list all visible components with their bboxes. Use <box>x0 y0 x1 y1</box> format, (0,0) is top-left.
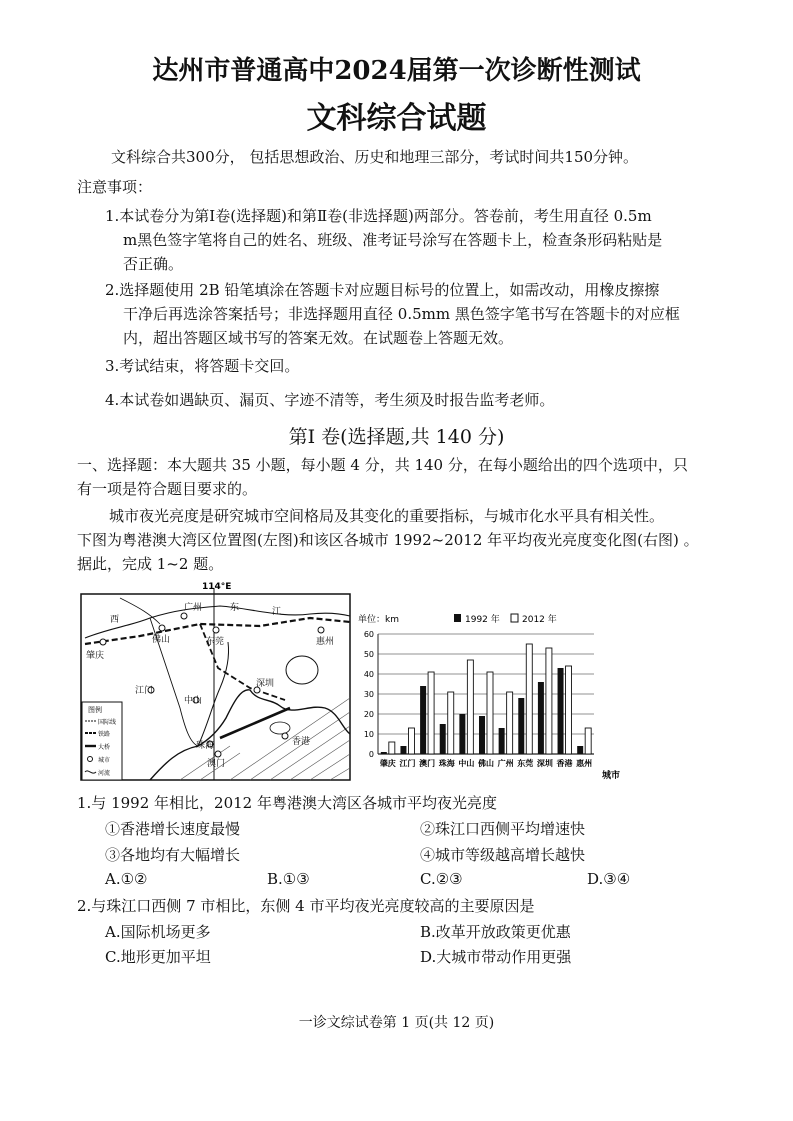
x-tick-label: 珠海 <box>438 759 455 768</box>
bar-2012 <box>467 660 473 754</box>
bar-2012 <box>526 644 532 754</box>
y-tick-label: 40 <box>363 670 374 679</box>
chart-yticks <box>364 630 374 759</box>
bar-1992 <box>440 724 446 754</box>
bar-2012 <box>507 692 513 754</box>
chart-ylabel: 单位：km <box>358 615 399 625</box>
night-light-chart <box>356 608 626 784</box>
map-label-dong: 东 <box>230 603 240 613</box>
notice-1-line-3: 否正确。 <box>123 255 184 273</box>
passage-line-2: 下图为粤港澳大湾区位置图(左图)和该区各城市 1992~2012 年平均夜光亮度变化图(右图) 。 <box>77 531 699 549</box>
x-tick-label: 广州 <box>497 759 514 768</box>
legend-item-bridge: 大桥 <box>98 744 111 751</box>
notice-2-line-2: 干净后再选涂答案括号；非选择题用直径 0.5mm 黑色签字笔书写在答题卡的对应框 <box>123 305 680 323</box>
x-tick-label: 佛山 <box>478 759 494 768</box>
legend-label-1992: 1992 年 <box>465 615 500 625</box>
legend-swatch-2012 <box>511 614 518 622</box>
map-label-shenzhen: 深圳 <box>256 679 275 689</box>
bar-2012 <box>487 672 493 754</box>
notice-3: 3.考试结束，将答题卡交回。 <box>105 357 300 375</box>
q2-option-b: B.改革开放政策更优惠 <box>420 923 571 941</box>
bar-1992 <box>381 752 387 754</box>
q1-stem: 1.与 1992 年相比，2012 年粤港澳大湾区各城市平均夜光亮度 <box>77 794 497 812</box>
bar-1992 <box>518 698 524 754</box>
exam-intro: 文科综合共300分， 包括思想政治、历史和地理三部分，考试时间共150分钟。 <box>111 148 639 166</box>
map-label-dongguan: 东莞 <box>206 637 225 647</box>
map-label-aomen: 澳门 <box>207 759 226 769</box>
bar-1992 <box>538 682 544 754</box>
map-label-zhaoqing: 肇庆 <box>86 651 105 661</box>
notice-1-line-1: 1.本试卷分为第Ⅰ卷(选择题)和第Ⅱ卷(非选择题)两部分。答卷前，考生用直径 0.5m <box>105 207 652 225</box>
bar-2012 <box>448 692 454 754</box>
y-tick-label: 50 <box>363 650 374 659</box>
q1-statement-1: ①香港增长速度最慢 <box>105 820 241 838</box>
section-title: 第Ⅰ 卷(选择题,共 140 分) <box>288 426 505 448</box>
notice-4: 4.本试卷如遇缺页、漏页、字迹不清等，考生须及时报告监考老师。 <box>105 391 555 409</box>
map-label-jiang: 江 <box>272 607 282 617</box>
bar-1992 <box>577 746 583 754</box>
section-intro-line-2: 有一项是符合题目要求的。 <box>77 480 258 498</box>
x-tick-label: 香港 <box>556 759 573 768</box>
y-tick-label: 30 <box>363 690 374 699</box>
map-label-jiangmen: 江门 <box>135 686 154 696</box>
x-tick-label: 惠州 <box>576 759 593 768</box>
legend-item-river: 河流 <box>98 770 111 777</box>
bay-area-map <box>80 578 352 782</box>
q1-statement-4: ④城市等级越高增长越快 <box>420 846 586 864</box>
bar-2012 <box>585 728 591 754</box>
y-tick-label: 20 <box>363 710 374 719</box>
chart-xticks <box>380 758 592 768</box>
legend-item-border: 国际线 <box>98 719 117 726</box>
q2-option-d: D.大城市带动作用更强 <box>420 948 572 966</box>
x-tick-label: 澳门 <box>419 759 436 768</box>
bar-1992 <box>499 728 505 754</box>
map-label-xianggang: 香港 <box>292 737 311 747</box>
map-label-xi: 西 <box>110 615 120 625</box>
x-tick-label: 江门 <box>399 759 416 768</box>
bar-2012 <box>408 728 414 754</box>
q2-option-c: C.地形更加平坦 <box>105 948 211 966</box>
q1-option-b: B.①③ <box>267 870 310 888</box>
q1-statement-3: ③各地均有大幅增长 <box>105 846 241 864</box>
bar-2012 <box>566 666 572 754</box>
y-tick-label: 60 <box>363 630 374 639</box>
notice-2-line-3: 内，超出答题区域书写的答案无效。在试题卷上答题无效。 <box>123 329 514 347</box>
x-tick-label: 深圳 <box>536 759 553 768</box>
chart-legend <box>454 613 557 625</box>
legend-item-railway: 铁路 <box>98 731 111 738</box>
q1-option-c: C.②③ <box>420 870 463 888</box>
q1-option-a: A.①② <box>105 870 148 888</box>
x-tick-label: 肇庆 <box>379 759 396 768</box>
legend-label-2012: 2012 年 <box>522 615 557 625</box>
longitude-label: 114°E <box>202 582 232 592</box>
map-label-huizhou: 惠州 <box>316 637 335 647</box>
bar-1992 <box>558 668 564 754</box>
chart-xlabel: 城市 <box>602 771 621 781</box>
map-legend <box>82 702 122 780</box>
map-label-zhuhai: 珠海 <box>196 741 215 751</box>
x-tick-label: 中山 <box>458 759 475 768</box>
map-label-guangzhou: 广州 <box>184 603 203 613</box>
map-label-zhongshan: 中山 <box>184 696 203 706</box>
bar-1992 <box>420 686 426 754</box>
bar-2012 <box>546 648 552 754</box>
section-intro-line-1: 一、选择题：本大题共 35 小题，每小题 4 分，共 140 分，在每小题给出的四个选项中，只 <box>77 456 688 474</box>
y-tick-label: 0 <box>368 750 374 759</box>
exam-title: 达州市普通高中2024届第一次诊断性测试 <box>152 56 641 86</box>
page-footer: 一诊文综试卷第 1 页(共 12 页) <box>298 1015 495 1031</box>
bar-2012 <box>389 742 395 754</box>
notice-1-line-2: m黑色签字笔将自己的姓名、班级、准考证号涂写在答题卡上，检查条形码粘贴是 <box>123 231 663 249</box>
legend-title: 图例 <box>88 706 102 714</box>
bar-2012 <box>428 672 434 754</box>
y-tick-label: 10 <box>363 730 374 739</box>
bar-1992 <box>479 716 485 754</box>
notice-heading: 注意事项： <box>77 178 153 196</box>
legend-swatch-1992 <box>454 614 461 622</box>
legend-item-city: 城市 <box>98 757 111 764</box>
chart-bars <box>381 644 591 754</box>
passage-line-1: 城市夜光亮度是研究城市空间格局及其变化的重要指标，与城市化水平具有相关性。 <box>109 507 665 525</box>
exam-subtitle: 文科综合试题 <box>306 101 487 136</box>
q1-option-d: D.③④ <box>587 870 631 888</box>
passage-line-3: 据此，完成 1~2 题。 <box>77 555 224 573</box>
x-tick-label: 东莞 <box>517 759 534 768</box>
bar-1992 <box>400 746 406 754</box>
bar-1992 <box>459 714 465 754</box>
notice-2-line-1: 2.选择题使用 2B 铅笔填涂在答题卡对应题目标号的位置上，如需改动，用橡皮擦擦 <box>105 281 660 299</box>
q2-stem: 2.与珠江口西侧 7 市相比，东侧 4 市平均夜光亮度较高的主要原因是 <box>77 897 535 915</box>
map-label-foshan: 佛山 <box>152 635 171 645</box>
q2-option-a: A.国际机场更多 <box>105 923 211 941</box>
q1-statement-2: ②珠江口西侧平均增速快 <box>420 820 586 838</box>
